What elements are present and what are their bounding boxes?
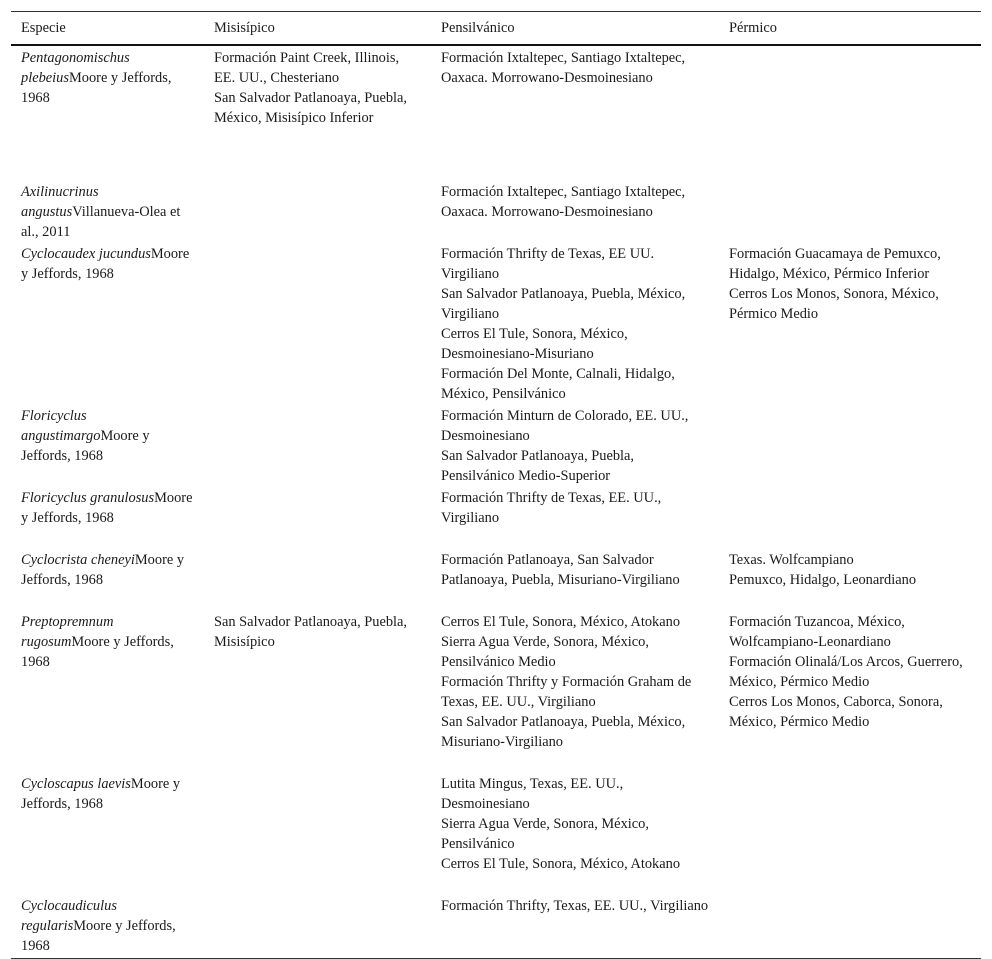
pensilvanico-cell: Formación Minturn de Colorado, EE. UU., Desmoinesiano San Salvador Patlanoaya, Puebla, Pensilvánico Medio-Superior <box>441 408 689 484</box>
species-name: Floricyclus granulosus <box>21 490 155 506</box>
species-author: Moore y Jeffords, 1968 <box>21 776 181 812</box>
misisipico-cell: San Salvador Patlanoaya, Puebla, Misisípico <box>214 614 408 650</box>
permico-cell: Formación Tuzancoa, México, Wolfcampiano-Leonardiano Formación Olinalá/Los Arcos, Guerrero, México, Pérmico Medio Cerros Los Monos, Caborca, Sonora, México, Pérmico Medio <box>729 614 963 730</box>
misisipico-cell <box>204 242 431 404</box>
species-author: Moore y Jeffords, 1968 <box>21 246 190 282</box>
species-author: Moore y Jeffords, 1968 <box>21 918 176 954</box>
species-author: Moore y Jeffords, 1968 <box>21 70 172 106</box>
pensilvanico-cell: Formación Patlanoaya, San Salvador Patlanoaya, Puebla, Misuriano-Virgiliano <box>441 552 680 588</box>
species-name: Pentagonomischus plebeius <box>21 50 130 86</box>
misisipico-cell <box>204 772 431 894</box>
species-cell <box>11 45 204 180</box>
species-cell <box>11 894 204 959</box>
pensilvanico-cell: Formación Ixtaltepec, Santiago Ixtaltepec, Oaxaca. Morrowano-Desmoinesiano <box>441 50 686 86</box>
species-name: Floricyclus angustimargo <box>21 408 101 444</box>
misisipico-cell: Formación Paint Creek, Illinois, EE. UU., Chesteriano San Salvador Patlanoaya, Puebla, México, Misisípico Inferior <box>214 50 408 126</box>
species-name: Cycloscapus laevis <box>21 776 131 792</box>
table-row <box>11 404 981 486</box>
misisipico-cell <box>204 894 431 959</box>
misisipico-cell <box>204 548 431 610</box>
header-misisipico: Misisípico <box>204 12 431 46</box>
permico-cell: Formación Guacamaya de Pemuxco, Hidalgo, México, Pérmico Inferior Cerros Los Monos, Sonora, México, Pérmico Medio <box>729 246 941 322</box>
species-name: Axilinucrinus angustus <box>21 184 99 220</box>
table-row <box>11 242 981 404</box>
species-author: Villanueva-Olea et al., 2011 <box>21 204 181 240</box>
species-cell <box>11 404 204 486</box>
misisipico-cell <box>204 180 431 242</box>
permico-cell <box>719 486 981 548</box>
pensilvanico-cell: Formación Thrifty de Texas, EE. UU., Virgiliano <box>441 490 662 526</box>
misisipico-cell <box>204 486 431 548</box>
pensilvanico-cell: Formación Ixtaltepec, Santiago Ixtaltepec, Oaxaca. Morrowano-Desmoinesiano <box>441 184 686 220</box>
misisipico-cell <box>204 404 431 486</box>
species-cell <box>11 548 204 610</box>
permico-cell <box>719 180 981 242</box>
pensilvanico-cell: Lutita Mingus, Texas, EE. UU., Desmoinesiano Sierra Agua Verde, Sonora, México, Pensilvánico Cerros El Tule, Sonora, México, Atokano <box>441 776 681 872</box>
species-name: Cyclocrista cheneyi <box>21 552 135 568</box>
pensilvanico-cell: Formación Thrifty, Texas, EE. UU., Virgiliano <box>431 894 719 959</box>
header-pensilvanico: Pensilvánico <box>431 12 719 46</box>
table-row <box>11 772 981 894</box>
table-body <box>11 45 981 959</box>
species-author: Moore y Jeffords, 1968 <box>21 428 150 464</box>
table-row <box>11 894 981 959</box>
table-row <box>11 610 981 772</box>
pensilvanico-cell: Formación Thrifty de Texas, EE UU. Virgiliano San Salvador Patlanoaya, Puebla, México, Virgiliano Cerros El Tule, Sonora, México, Desmoinesiano-Misuriano Formación Del Monte, Calnali, Hidalgo, México, Pensilvánico <box>441 246 686 402</box>
table-row <box>11 45 981 180</box>
species-author: Moore y Jeffords, 1968 <box>21 634 174 670</box>
table-header <box>11 12 981 46</box>
species-cell <box>11 772 204 894</box>
species-name: Cyclocaudex jucundus <box>21 246 151 262</box>
permico-cell: Texas. Wolfcampiano Pemuxco, Hidalgo, Leonardiano <box>729 552 917 588</box>
species-cell <box>11 242 204 404</box>
species-cell <box>11 610 204 772</box>
header-especie: Especie <box>11 12 204 46</box>
header-row <box>11 12 981 46</box>
table-row <box>11 486 981 548</box>
permico-cell <box>719 45 981 180</box>
permico-cell <box>719 404 981 486</box>
species-table <box>11 11 981 959</box>
permico-cell <box>719 894 981 959</box>
species-name: Cyclocaudiculus regularis <box>21 898 117 934</box>
table-row <box>11 548 981 610</box>
species-author: Moore y Jeffords, 1968 <box>21 490 193 526</box>
species-name: Preptopremnum rugosum <box>21 614 114 650</box>
species-cell <box>11 486 204 548</box>
table-row <box>11 180 981 242</box>
pensilvanico-cell: Cerros El Tule, Sonora, México, Atokano Sierra Agua Verde, Sonora, México, Pensilvánico Medio Formación Thrifty y Formación Graham de Texas, EE. UU., Virgiliano San Salvador Patlanoaya, Puebla, México, Misuriano-Virgiliano <box>441 614 692 750</box>
species-cell <box>11 180 204 242</box>
permico-cell <box>719 772 981 894</box>
header-permico: Pérmico <box>719 12 981 46</box>
species-author: Moore y Jeffords, 1968 <box>21 552 185 588</box>
